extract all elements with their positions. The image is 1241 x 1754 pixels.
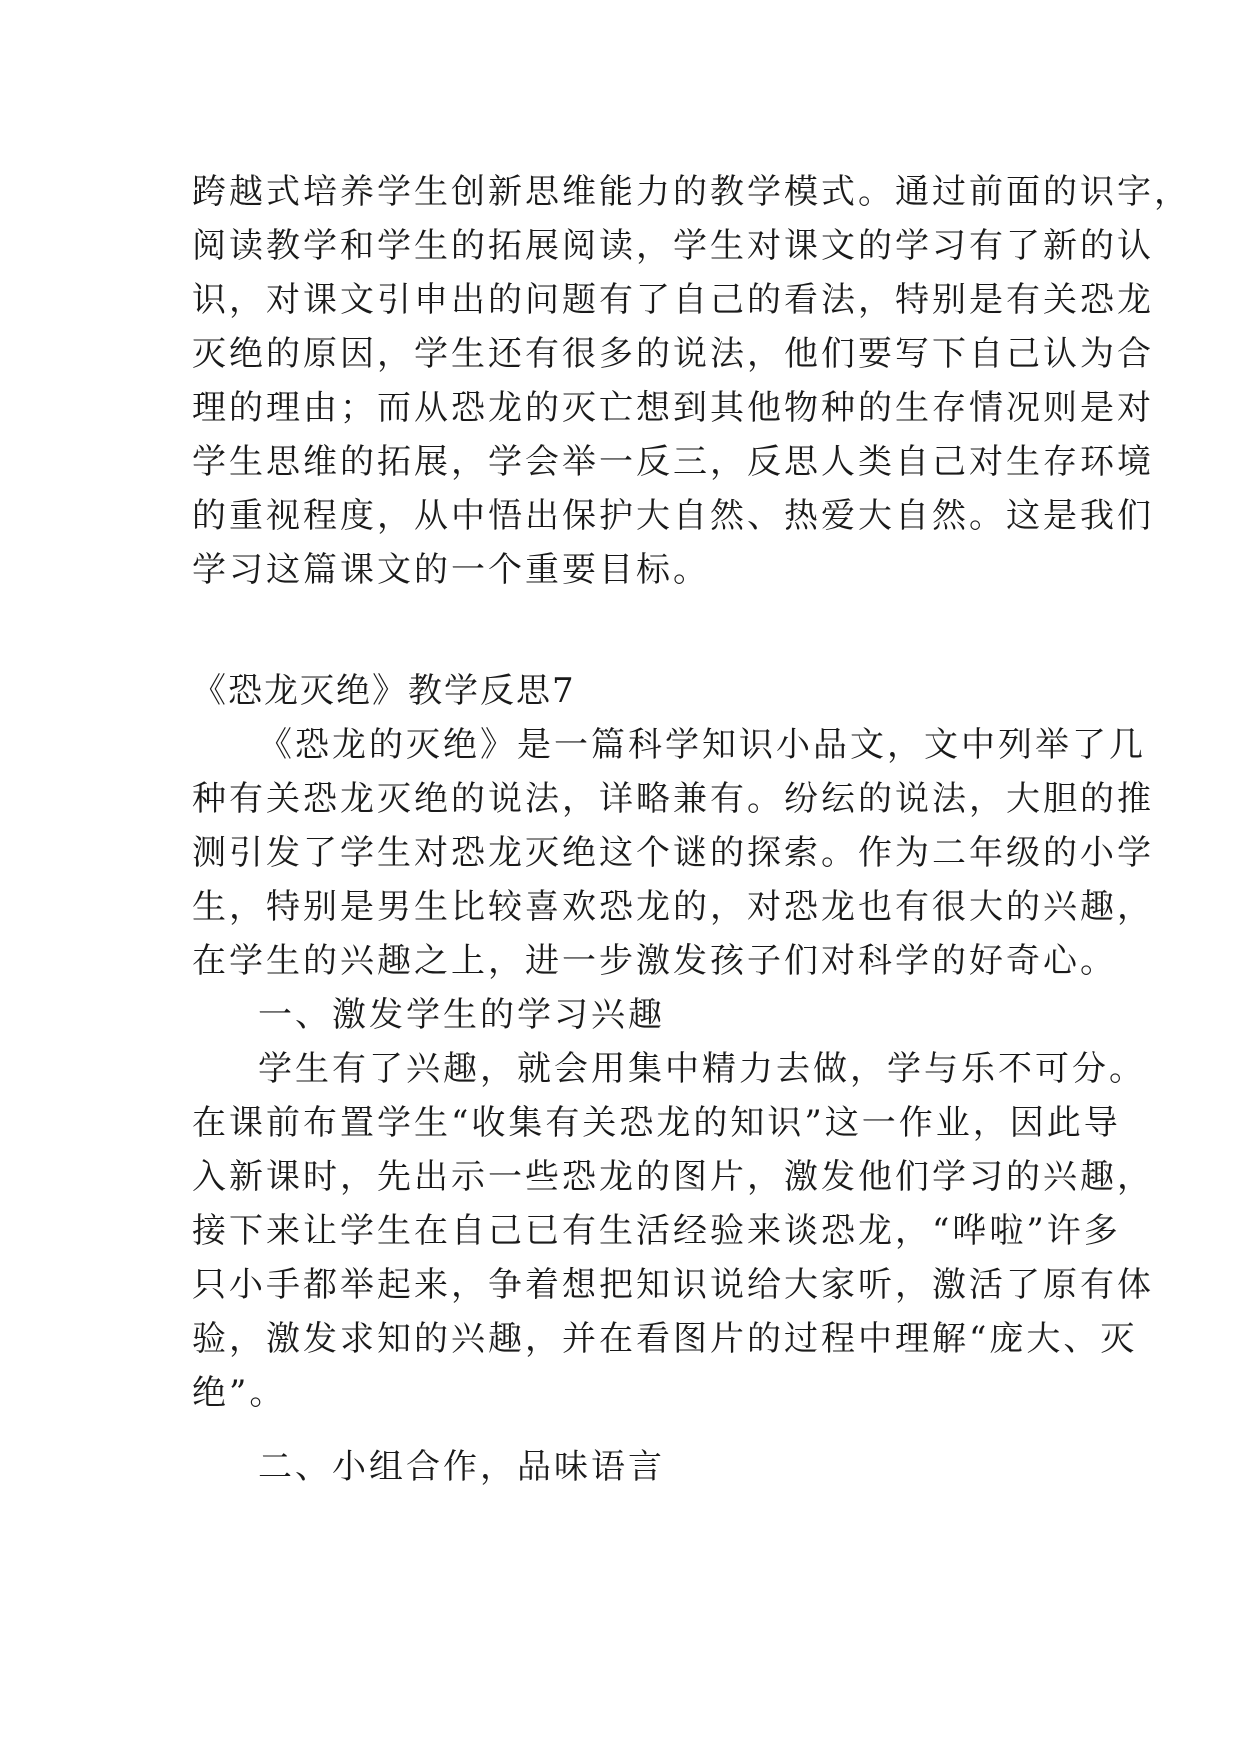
paragraph-line: 跨越式培养学生创新思维能力的教学模式。通过前面的识字，: [192, 172, 1191, 212]
paragraph-line: 验，激发求知的兴趣，并在看图片的过程中理解“庞大、灭: [192, 1319, 1138, 1359]
paragraph-line: 入新课时，先出示一些恐龙的图片，激发他们学习的兴趣，: [192, 1157, 1154, 1197]
paragraph-line: 学生有了兴趣，就会用集中精力去做，学与乐不可分。: [258, 1049, 1146, 1089]
paragraph-line: 在课前布置学生“收集有关恐龙的知识”这一作业，因此导: [192, 1103, 1121, 1143]
paragraph-line: 种有关恐龙灭绝的说法，详略兼有。纷纭的说法，大胆的推: [192, 779, 1154, 819]
paragraph-line: 在学生的兴趣之上，进一步激发孩子们对科学的好奇心。: [192, 941, 1117, 981]
paragraph-line: 绝”。: [192, 1373, 287, 1413]
paragraph-line: 只小手都举起来，争着想把知识说给大家听，激活了原有体: [192, 1265, 1154, 1305]
paragraph-line: 接下来让学生在自己已有生活经验来谈恐龙，“哗啦”许多: [192, 1211, 1121, 1251]
paragraph-line: 《恐龙的灭绝》是一篇科学知识小品文，文中列举了几: [258, 725, 1146, 765]
paragraph-line: 阅读教学和学生的拓展阅读，学生对课文的学习有了新的认: [192, 226, 1154, 266]
section-title: 《恐龙灭绝》教学反思7: [192, 671, 576, 711]
paragraph-line: 识，对课文引申出的问题有了自己的看法，特别是有关恐龙: [192, 280, 1154, 320]
paragraph-line: 的重视程度，从中悟出保护大自然、热爱大自然。这是我们: [192, 496, 1154, 536]
subheading-2: 二、小组合作，品味语言: [258, 1447, 665, 1487]
paragraph-line: 灭绝的原因，学生还有很多的说法，他们要写下自己认为合: [192, 334, 1154, 374]
paragraph-line: 测引发了学生对恐龙灭绝这个谜的探索。作为二年级的小学: [192, 833, 1154, 873]
subheading-1: 一、激发学生的学习兴趣: [258, 995, 665, 1035]
paragraph-line: 理的理由；而从恐龙的灭亡想到其他物种的生存情况则是对: [192, 388, 1154, 428]
paragraph-line: 学习这篇课文的一个重要目标。: [192, 550, 710, 590]
paragraph-line: 学生思维的拓展，学会举一反三，反思人类自己对生存环境: [192, 442, 1154, 482]
paragraph-line: 生，特别是男生比较喜欢恐龙的，对恐龙也有很大的兴趣，: [192, 887, 1154, 927]
